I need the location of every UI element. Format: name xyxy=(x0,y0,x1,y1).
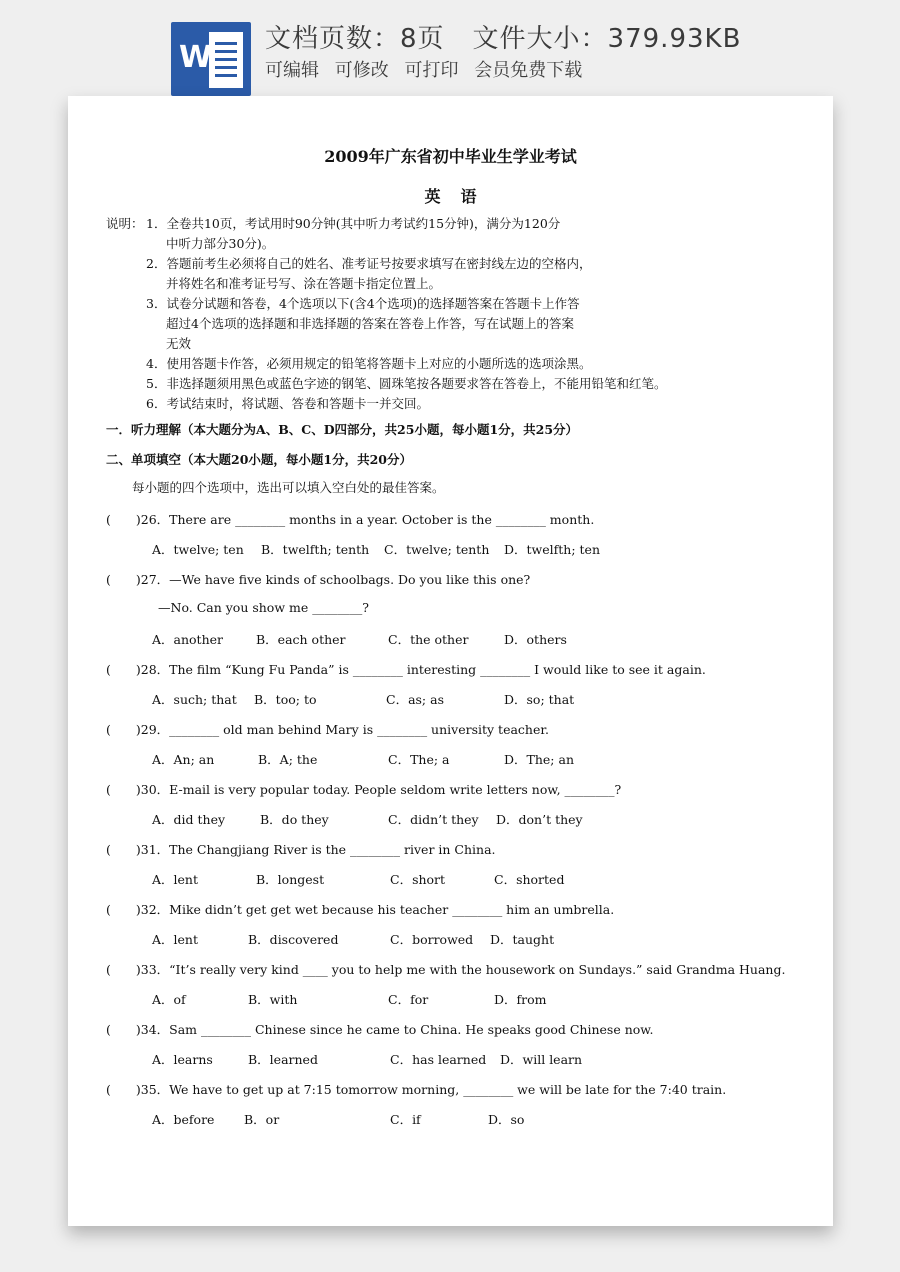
question-stem: ( )29．________ old man behind Mary is ________ university teacher. xyxy=(106,722,549,737)
note-line: 1．全卷共10页，考试用时90分钟(其中听力考试约15分钟)，满分为120分 xyxy=(146,216,561,231)
option: B．learned xyxy=(248,1052,318,1067)
option: B．each other xyxy=(256,632,346,647)
option: C．shorted xyxy=(494,872,565,887)
option: C．twelve; tenth xyxy=(384,542,490,557)
option: A．of xyxy=(152,992,186,1007)
option: A．lent xyxy=(152,872,198,887)
option: C．has learned xyxy=(390,1052,487,1067)
option: B．A; the xyxy=(258,752,318,767)
document-page xyxy=(68,96,833,1226)
option: A．An; an xyxy=(152,752,215,767)
exam-subject: 英语 xyxy=(424,187,497,206)
question-stem: ( )28．The film “Kung Fu Panda” is ________ interesting ________ I would like to see it again. xyxy=(106,662,706,677)
note-line: 2．答题前考生必须将自己的姓名、准考证号按要求填写在密封线左边的空格内， xyxy=(146,256,592,271)
feature-editable: 可编辑 xyxy=(265,60,319,81)
page-count: 文档页数：8页 xyxy=(265,24,445,54)
option: A．before xyxy=(152,1112,215,1127)
option: B．do they xyxy=(260,812,329,827)
section-single-choice: 二、单项填空（本大题20小题，每小题1分，共20分） xyxy=(106,452,412,467)
note-line: 4．使用答题卡作答，必须用规定的铅笔将答题卡上对应的小题所选的选项涂黑。 xyxy=(146,356,592,371)
feature-modifiable: 可修改 xyxy=(334,60,389,81)
option: B．twelfth; tenth xyxy=(261,542,370,557)
note-line: 无效 xyxy=(166,336,192,351)
exam-title: 2009年广东省初中毕业生学业考试 xyxy=(324,147,577,166)
option: B．too; to xyxy=(254,692,317,707)
note-line: 中听力部分30分)。 xyxy=(166,236,275,251)
feature-printable: 可打印 xyxy=(404,60,459,81)
option: D．so xyxy=(488,1112,525,1127)
option: D．The; an xyxy=(504,752,574,767)
note-line: 6．考试结束时，将试题、答卷和答题卡一并交回。 xyxy=(146,396,429,411)
option: C．as; as xyxy=(386,692,444,707)
notes-prefix: 说明： xyxy=(106,216,144,231)
option: D．don’t they xyxy=(496,812,583,827)
note-line: 3．试卷分试题和答卷，4个选项以下(含4个选项)的选择题答案在答题卡上作答 xyxy=(146,296,580,311)
file-info xyxy=(265,18,741,55)
option: D．from xyxy=(494,992,547,1007)
option: A．did they xyxy=(152,812,226,827)
word-letter: W xyxy=(179,40,213,75)
option: D．will learn xyxy=(500,1052,583,1067)
option: C．if xyxy=(390,1112,421,1127)
question-stem: ( )35．We have to get up at 7:15 tomorrow morning, ________ we will be late for the 7:40 train. xyxy=(106,1082,727,1097)
option: A．another xyxy=(152,632,224,647)
option: C．short xyxy=(390,872,446,887)
section-instruction: 每小题的四个选项中，选出可以填入空白处的最佳答案。 xyxy=(132,480,445,495)
option: C．didn’t they xyxy=(388,812,479,827)
question-stem: ( )33．“It’s really very kind ____ you to help me with the housework on Sundays.” said Grandma Huang. xyxy=(106,962,786,977)
question-stem: ( )32．Mike didn’t get get wet because his teacher ________ him an umbrella. xyxy=(106,902,615,917)
question-stem: ( )27．—We have five kinds of schoolbags. Do you like this one? xyxy=(106,572,531,587)
question-stem: ( )26．There are ________ months in a year. October is the ________ month. xyxy=(106,512,595,527)
option: B．with xyxy=(248,992,298,1007)
option: A．such; that xyxy=(152,692,237,707)
note-line: 5．非选择题须用黑色或蓝色字迹的钢笔、圆珠笔按各题要求答在答卷上，不能用铅笔和红笔。 xyxy=(146,376,667,391)
option: D．taught xyxy=(490,932,555,947)
option: D．so; that xyxy=(504,692,575,707)
option: C．for xyxy=(388,992,429,1007)
option: A．lent xyxy=(152,932,198,947)
question-stem-continued: —No. Can you show me ________? xyxy=(158,600,369,615)
option: D．others xyxy=(504,632,567,647)
question-stem: ( )30．E-mail is very popular today. People seldom write letters now, ________? xyxy=(106,782,622,797)
option: A．learns xyxy=(152,1052,213,1067)
option: B．longest xyxy=(256,872,325,887)
feature-list xyxy=(265,56,592,82)
word-doc-icon xyxy=(171,22,251,96)
option: A．twelve; ten xyxy=(152,542,244,557)
option: C．borrowed xyxy=(390,932,474,947)
option: B．or xyxy=(244,1112,280,1127)
option: C．the other xyxy=(388,632,469,647)
file-size: 文件大小：379.93KB xyxy=(472,24,742,54)
download-banner xyxy=(0,0,900,96)
question-stem: ( )34．Sam ________ Chinese since he came to China. He speaks good Chinese now. xyxy=(106,1022,654,1037)
section-listening: 一．听力理解（本大题分为A、B、C、D四部分，共25小题，每小题1分，共25分） xyxy=(106,422,579,437)
question-stem: ( )31．The Changjiang River is the ________ river in China. xyxy=(106,842,496,857)
feature-member-download[interactable]: 会员免费下载 xyxy=(474,60,583,81)
option: D．twelfth; ten xyxy=(504,542,600,557)
note-line: 并将姓名和准考证号写、涂在答题卡指定位置上。 xyxy=(166,276,442,291)
option: C．The; a xyxy=(388,752,450,767)
note-line: 超过4个选项的选择题和非选择题的答案在答卷上作答，写在试题上的答案 xyxy=(166,316,574,331)
option: B．discovered xyxy=(248,932,339,947)
